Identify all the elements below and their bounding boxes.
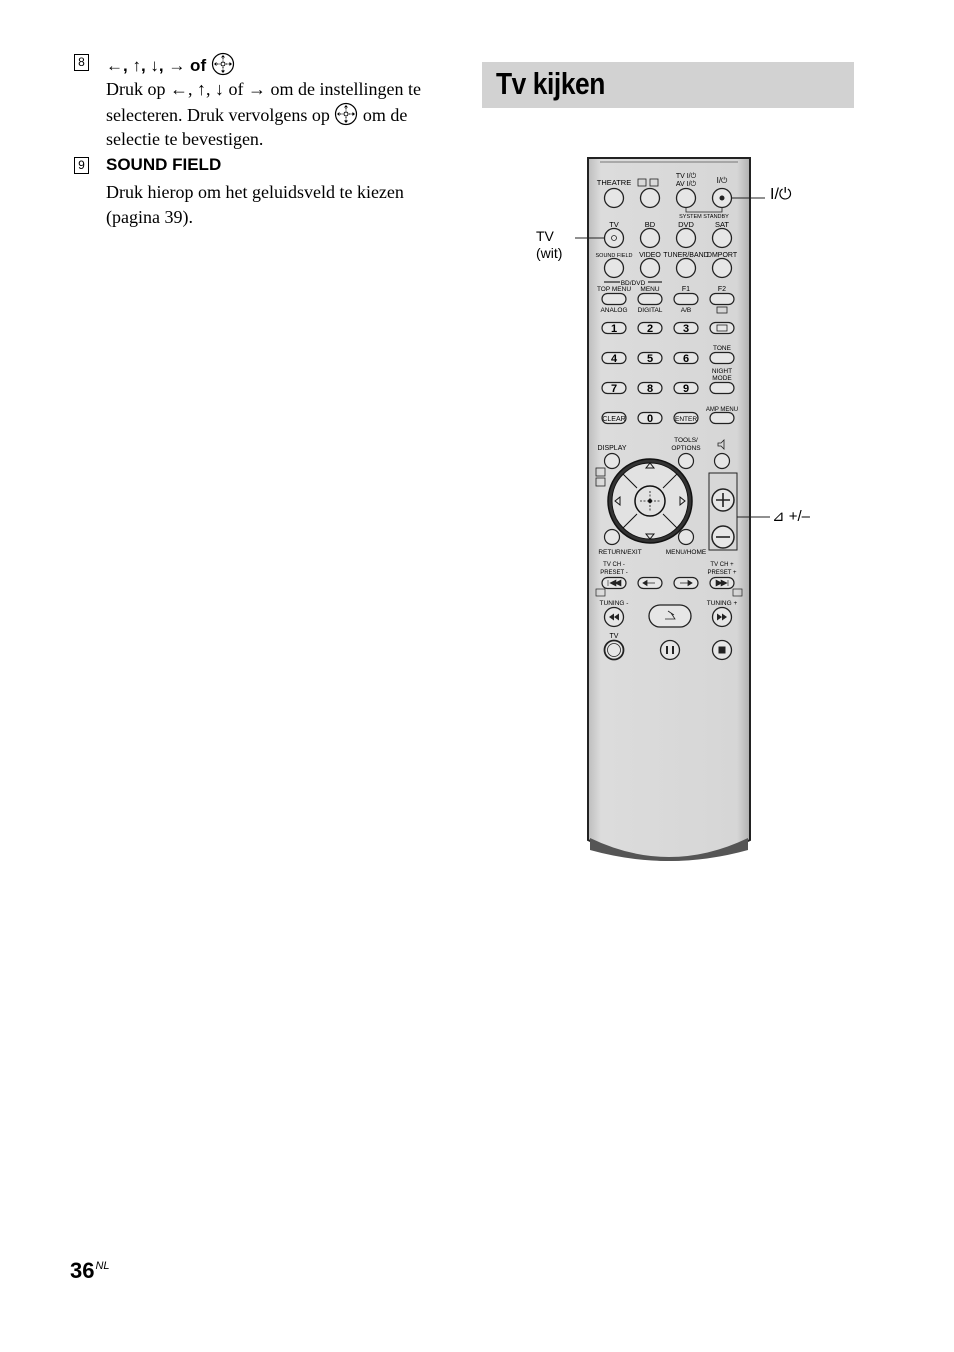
btn-label-tvch-plus-1: TV CH + bbox=[710, 562, 734, 568]
btn-label-menu-home: MENU/HOME bbox=[665, 549, 707, 556]
btn-label-tuning-plus: TUNING + bbox=[706, 600, 738, 607]
btn-label-tuner-band: TUNER/BAND bbox=[663, 252, 709, 259]
amp-menu-button[interactable] bbox=[710, 413, 734, 424]
return-exit-button[interactable] bbox=[605, 530, 620, 545]
digit-6-label: 6 bbox=[682, 353, 690, 365]
f2-button[interactable] bbox=[710, 294, 734, 305]
dpad bbox=[608, 459, 692, 543]
btn-label-tvch-plus-2: PRESET + bbox=[707, 570, 737, 576]
btn-label-av-power: AV I/⏻ bbox=[675, 181, 697, 188]
btn-label-f2: F2 bbox=[717, 286, 727, 293]
btn-label-theatre: THEATRE bbox=[596, 178, 632, 187]
btn-label-display: DISPLAY bbox=[597, 445, 627, 452]
tuner-band-button[interactable] bbox=[677, 259, 696, 278]
callout-power: I/⏻ bbox=[770, 186, 792, 203]
dvd-button[interactable] bbox=[677, 229, 696, 248]
item-8-body: Druk op ←, ↑, ↓ of → om de instellingen te selecteren. Druk vervolgens op om de selectie te bevestigen. bbox=[106, 79, 421, 149]
dmport-button[interactable] bbox=[713, 259, 732, 278]
btn-label-power: I/⏻ bbox=[716, 176, 728, 185]
section-heading: Tv kijken bbox=[496, 66, 605, 101]
btn-label-tools-2: OPTIONS bbox=[671, 445, 701, 452]
display-button[interactable] bbox=[605, 454, 620, 469]
btn-label-tv: TV bbox=[609, 220, 619, 229]
digit-4-label: 4 bbox=[610, 353, 618, 365]
btn-label-tvch-minus-1: TV CH - bbox=[603, 562, 625, 568]
input-button[interactable] bbox=[641, 189, 660, 208]
btn-label-ab: A/B bbox=[680, 307, 692, 314]
item-9-body: Druk hierop om het geluidsveld te kiezen (pagina 39). bbox=[106, 182, 404, 227]
f1-button[interactable] bbox=[674, 294, 698, 305]
guide-button[interactable] bbox=[710, 323, 734, 334]
section-heading-bar bbox=[482, 62, 854, 108]
item-number-8: 8 bbox=[74, 54, 89, 71]
tone-button[interactable] bbox=[710, 353, 734, 364]
tv-button-white[interactable] bbox=[605, 229, 624, 248]
btn-label-top-menu: TOP MENU bbox=[596, 286, 632, 293]
btn-label-tone: TONE bbox=[713, 345, 731, 352]
video-button[interactable] bbox=[641, 259, 660, 278]
btn-label-dmport: DMPORT bbox=[706, 252, 738, 259]
sound-field-button[interactable] bbox=[605, 259, 624, 278]
item-8-heading bbox=[106, 52, 235, 76]
enter-label: ENTER bbox=[674, 416, 698, 423]
callout-tv-white: TV (wit) bbox=[536, 228, 563, 261]
btn-label-tvch-minus-2: PRESET - bbox=[600, 570, 628, 576]
clear-label: CLEAR bbox=[602, 416, 626, 423]
btn-label-sat: SAT bbox=[714, 220, 730, 229]
digit-8-label: 8 bbox=[646, 383, 654, 395]
item-number-9: 9 bbox=[74, 157, 89, 174]
pause-button[interactable] bbox=[661, 641, 680, 660]
btn-label-f1: F1 bbox=[681, 286, 691, 293]
bd-button[interactable] bbox=[641, 229, 660, 248]
digit-0-label: 0 bbox=[646, 413, 654, 425]
night-mode-button[interactable] bbox=[710, 383, 734, 394]
digit-1-label: 1 bbox=[610, 323, 618, 335]
btn-label-night-2: MODE bbox=[712, 375, 732, 382]
digit-3-label: 3 bbox=[682, 323, 690, 335]
tv-av-power-button[interactable] bbox=[677, 189, 696, 208]
page-number: $36^{NL}$ bbox=[70, 1258, 110, 1283]
btn-label-return-exit: RETURN/EXIT bbox=[598, 549, 642, 556]
btn-label-tv-power: TV I/⏻ bbox=[675, 173, 697, 180]
top-menu-button[interactable] bbox=[602, 294, 626, 305]
tools-options-button[interactable] bbox=[679, 454, 694, 469]
digit-2-label: 2 bbox=[646, 323, 654, 335]
mute-button[interactable] bbox=[715, 454, 730, 469]
enter-circle-icon bbox=[334, 102, 358, 126]
menu-home-button[interactable] bbox=[679, 530, 694, 545]
callout-volume: ⊿ +/– bbox=[772, 508, 811, 525]
btn-label-tuning-minus: TUNING - bbox=[599, 600, 629, 607]
btn-label-tv-bottom: TV bbox=[609, 633, 619, 640]
digit-7-label: 7 bbox=[610, 383, 618, 395]
btn-label-bd: BD bbox=[644, 220, 656, 229]
item-9-heading: SOUND FIELD bbox=[106, 155, 222, 174]
play-button[interactable] bbox=[649, 605, 691, 627]
digit-5-label: 5 bbox=[646, 353, 654, 365]
menu-button[interactable] bbox=[638, 294, 662, 305]
remote-control-illustration bbox=[560, 150, 820, 880]
enter-circle-icon bbox=[211, 52, 235, 76]
btn-label-menu: MENU bbox=[640, 286, 660, 293]
btn-label-video: VIDEO bbox=[639, 252, 661, 259]
btn-label-night-1: NIGHT bbox=[711, 368, 733, 375]
bd-dvd-label: BD/DVD bbox=[620, 280, 646, 287]
btn-label-amp-menu: AMP MENU bbox=[705, 407, 739, 413]
btn-label-dvd: DVD bbox=[678, 220, 694, 229]
btn-label-sound-field: SOUND FIELD bbox=[595, 253, 633, 259]
arrow-keys-label: ←, ↑, ↓, → of bbox=[106, 56, 207, 75]
theatre-button[interactable] bbox=[605, 189, 624, 208]
btn-label-digital: DIGITAL bbox=[637, 307, 663, 314]
digit-9-label: 9 bbox=[682, 383, 690, 395]
btn-label-tools-1: TOOLS/ bbox=[674, 437, 698, 444]
btn-label-analog: ANALOG bbox=[600, 307, 628, 314]
system-standby-label: SYSTEM STANDBY bbox=[679, 214, 729, 220]
sat-button[interactable] bbox=[713, 229, 732, 248]
